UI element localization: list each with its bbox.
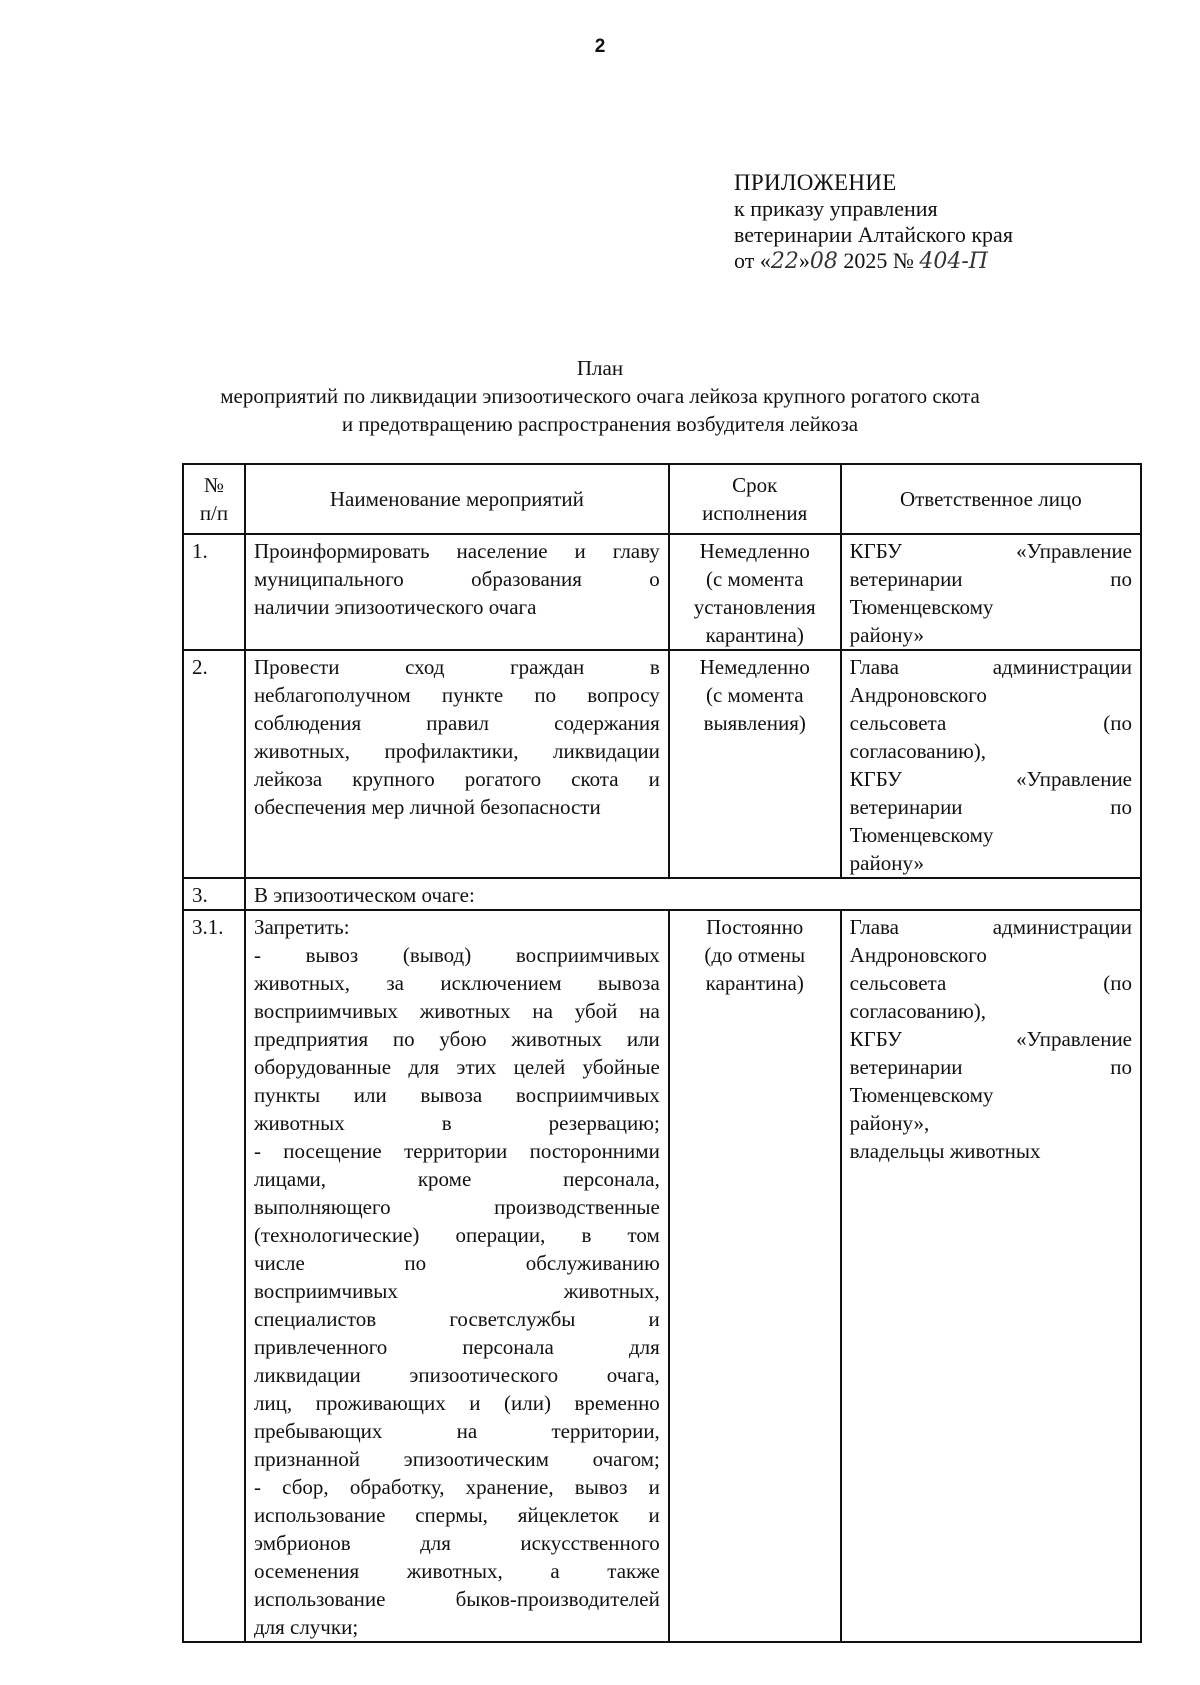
responsible-cell-line: Андроновского [849, 683, 987, 707]
responsible-cell-line: Глава администрации [849, 915, 1132, 939]
header-responsible: Ответственное лицо [841, 464, 1141, 534]
activity-cell-line: (технологические) операции, в том [253, 1223, 660, 1247]
term-cell [669, 910, 841, 1642]
term-cell-line: карантина) [705, 623, 804, 647]
date-sep: » [798, 248, 810, 273]
activity-cell-line: числе по обслуживанию [253, 1251, 660, 1275]
appendix-block [734, 170, 1013, 275]
handwritten-order-number: 404-П [919, 249, 988, 274]
activity-cell-line: животных, за исключением вывоза [253, 971, 660, 995]
table-row [183, 910, 1141, 1642]
responsible-cell-line: согласованию), [849, 999, 987, 1023]
activity-cell [245, 650, 669, 878]
activity-cell-line: эмбрионов для искусственного [253, 1531, 660, 1555]
activity-cell-line: оборудованные для этих целей убойные [253, 1055, 660, 1079]
activity-cell-line: ликвидации эпизоотического очага, [253, 1363, 660, 1387]
heading-line: и предотвращению распространения возбудителя лейкоза [341, 412, 859, 436]
responsible-cell-line: Тюменцевскому [849, 1083, 994, 1107]
activity-cell-line: пункты или вывоза восприимчивых [253, 1083, 660, 1107]
page-number: 2 [594, 36, 606, 57]
responsible-cell-line: ветеринарии по [849, 795, 1132, 819]
responsible-cell-line: КГБУ «Управление [849, 767, 1132, 791]
responsible-cell-line: согласованию), [849, 739, 987, 763]
header-num-line: № [203, 473, 224, 497]
plan-table [182, 463, 1142, 1643]
appendix-line: ветеринарии Алтайского края [734, 222, 1013, 247]
handwritten-month: 08 [809, 249, 838, 274]
activity-cell-line: неблагополучном пункте по вопросу [253, 683, 660, 707]
activity-cell-line: для случки; [253, 1615, 359, 1639]
table-row [183, 650, 1141, 878]
responsible-cell-line: району» [849, 623, 924, 647]
responsible-cell-line: владельцы животных [849, 1139, 1041, 1163]
row-number: 2. [183, 650, 245, 878]
responsible-cell [841, 650, 1141, 878]
responsible-cell-line: Тюменцевскому [849, 823, 994, 847]
responsible-cell-line: Тюменцевскому [849, 595, 994, 619]
heading-line: мероприятий по ликвидации эпизоотического очага лейкоза крупного рогатого скота [220, 384, 980, 408]
activity-cell-line: лейкоза крупного рогатого скота и [253, 767, 660, 791]
term-cell-line: карантина) [705, 971, 804, 995]
activity-cell-line: специалистов госветслужбы и [253, 1307, 660, 1331]
activity-cell-line: наличии эпизоотического очага [253, 595, 537, 619]
section-title: В эпизоотическом очаге: [245, 878, 1141, 910]
activity-cell-line: Запретить: [253, 915, 350, 939]
year-number-label: 2025 № [837, 248, 914, 273]
term-cell [669, 650, 841, 878]
activity-cell-line: осеменения животных, а также [253, 1559, 660, 1583]
row-number: 3. [183, 878, 245, 910]
responsible-cell-line: району» [849, 851, 924, 875]
header-num [183, 464, 245, 534]
activity-cell-line: предприятия по убою животных или [253, 1027, 660, 1051]
activity-cell-line: использование спермы, яйцеклеток и [253, 1503, 660, 1527]
responsible-cell-line: Андроновского [849, 943, 987, 967]
activity-cell-line: привлеченного персонала для [253, 1335, 660, 1359]
appendix-date-line [734, 248, 1013, 275]
activity-cell-line: - вывоз (вывод) восприимчивых [253, 943, 660, 967]
activity-cell-line: - посещение территории посторонними [253, 1139, 660, 1163]
responsible-cell-line: КГБУ «Управление [849, 539, 1132, 563]
activity-cell-line: лицами, кроме персонала, [253, 1167, 660, 1191]
term-cell-line: (с момента [705, 567, 804, 591]
table-header-row [183, 464, 1141, 534]
appendix-line: к приказу управления [734, 196, 938, 221]
activity-cell [245, 534, 669, 650]
activity-cell-line: животных, профилактики, ликвидации [253, 739, 660, 763]
responsible-cell [841, 534, 1141, 650]
header-term-line: Срок [732, 473, 778, 497]
activity-cell-line: пребывающих на территории, [253, 1419, 660, 1443]
responsible-cell-line: району», [849, 1111, 930, 1135]
term-cell-line: (с момента [705, 683, 804, 707]
activity-cell-line: использование быков-производителей [253, 1587, 660, 1611]
term-cell-line: (до отмены [704, 943, 806, 967]
plan-heading [0, 354, 1200, 438]
responsible-cell-line: сельсовета (по [849, 711, 1132, 735]
activity-cell-line: муниципального образования о [253, 567, 660, 591]
activity-cell [245, 910, 669, 1642]
activity-cell-line: восприимчивых животных на убой на [253, 999, 660, 1023]
term-cell-line: Постоянно [706, 915, 804, 939]
handwritten-day: 22 [770, 249, 799, 274]
header-num-line: п/п [199, 501, 229, 525]
term-cell-line: установления [693, 595, 816, 619]
activity-cell-line: лиц, проживающих и (или) временно [253, 1391, 660, 1415]
term-cell [669, 534, 841, 650]
activity-cell-line: обеспечения мер личной безопасности [253, 795, 601, 819]
row-number: 1. [183, 534, 245, 650]
heading-line: План [576, 356, 624, 380]
activity-cell-line: животных в резервацию; [253, 1111, 660, 1135]
responsible-cell [841, 910, 1141, 1642]
responsible-cell-line: Глава администрации [849, 655, 1132, 679]
table-row [183, 534, 1141, 650]
activity-cell-line: восприимчивых животных, [253, 1279, 660, 1303]
row-number: 3.1. [183, 910, 245, 1642]
activity-cell-line: признанной эпизоотическим очагом; [253, 1447, 660, 1471]
responsible-cell-line: ветеринарии по [849, 567, 1132, 591]
activity-cell-line: выполняющего производственные [253, 1195, 660, 1219]
responsible-cell-line: сельсовета (по [849, 971, 1132, 995]
activity-cell-line: Проинформировать население и главу [253, 539, 660, 563]
term-cell-line: Немедленно [699, 655, 810, 679]
term-cell-line: выявления) [703, 711, 806, 735]
date-prefix: от « [734, 248, 771, 273]
table-row [183, 878, 1141, 910]
appendix-title: ПРИЛОЖЕНИЕ [734, 170, 897, 195]
activity-cell-line: - сбор, обработку, хранение, вывоз и [253, 1475, 660, 1499]
header-term-line: исполнения [702, 501, 808, 525]
header-name: Наименование мероприятий [245, 464, 669, 534]
header-term [669, 464, 841, 534]
responsible-cell-line: ветеринарии по [849, 1055, 1132, 1079]
activity-cell-line: Провести сход граждан в [253, 655, 660, 679]
activity-cell-line: соблюдения правил содержания [253, 711, 660, 735]
term-cell-line: Немедленно [699, 539, 810, 563]
responsible-cell-line: КГБУ «Управление [849, 1027, 1132, 1051]
